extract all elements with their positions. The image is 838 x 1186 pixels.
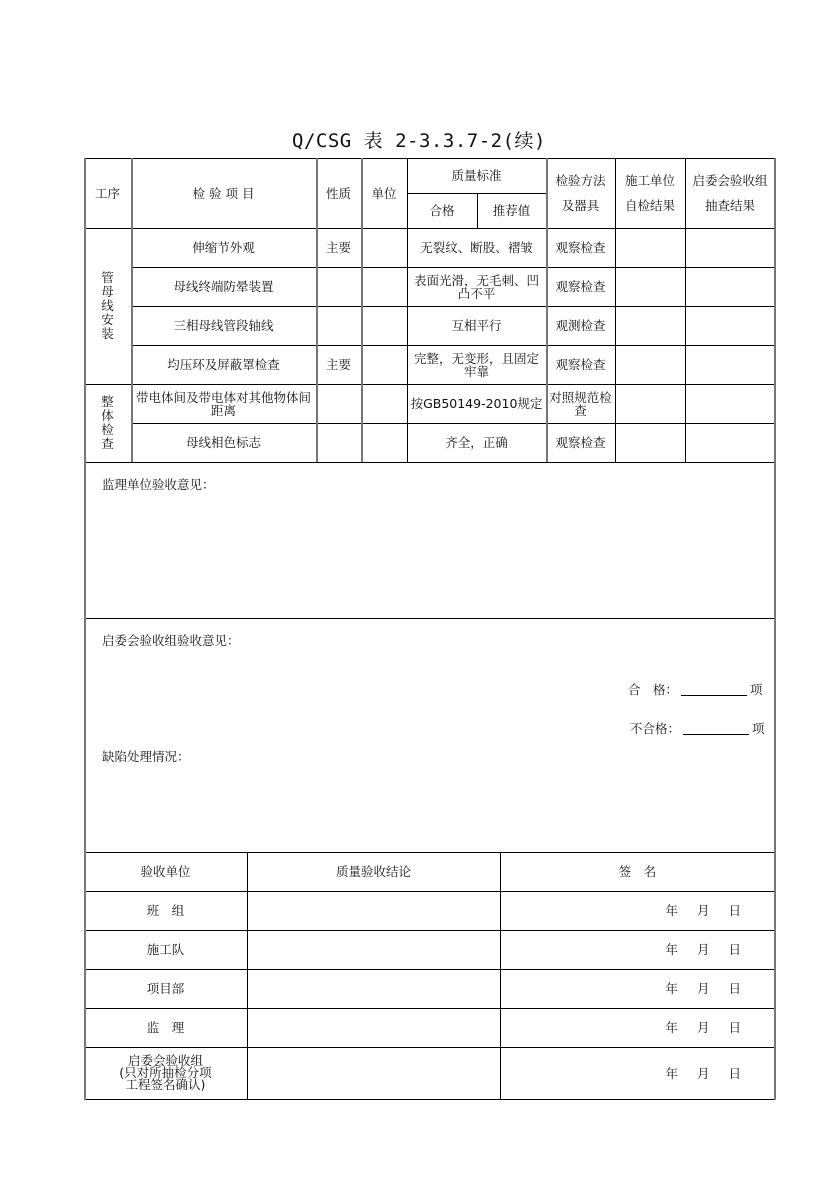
row-self-check-result[interactable] <box>615 423 685 462</box>
sign-row-unit: 监 理 <box>146 1019 185 1035</box>
row-self-check-result[interactable] <box>615 345 685 384</box>
date-part-label: 月 <box>696 942 710 957</box>
row-method: 观察检查 <box>555 240 606 255</box>
row-unit[interactable] <box>361 384 407 423</box>
group-label-busbar-installation <box>84 228 131 384</box>
row-unit[interactable] <box>361 345 407 384</box>
row-committee-check-result[interactable] <box>685 423 775 462</box>
row-nature <box>316 423 361 462</box>
group-label-char: 查 <box>101 436 114 451</box>
group-label-char: 线 <box>101 298 114 313</box>
row-self-check-result[interactable] <box>615 384 685 423</box>
committee-opinion-label: 启委会验收组验收意见： <box>102 633 240 648</box>
group-label-char: 安 <box>101 312 114 327</box>
group-label-overall-inspection <box>84 384 131 462</box>
defect-handling-label: 缺陷处理情况： <box>102 749 190 764</box>
date-part-label: 日 <box>728 981 741 996</box>
sign-row-signature[interactable] <box>500 891 775 930</box>
sign-row-conclusion[interactable] <box>247 930 500 969</box>
group-label-char: 整 <box>101 394 114 409</box>
date-part-label: 月 <box>696 981 710 996</box>
row-standard: 互相平行 <box>451 318 502 333</box>
group-label-char: 管 <box>101 270 114 285</box>
row-item: 带电体间及带电体对其他物体间距离 <box>135 389 311 418</box>
date-part-label: 日 <box>728 942 741 957</box>
unqualified-count-row: 不合格： 项 <box>630 721 765 736</box>
qualified-count-row: 合 格： 项 <box>628 682 763 697</box>
row-unit[interactable] <box>361 423 407 462</box>
sign-row-unit: 施工队 <box>146 941 185 957</box>
header-item: 检 验 项 目 <box>192 185 255 201</box>
row-item: 母线相色标志 <box>185 435 261 450</box>
row-committee-check-result[interactable] <box>685 228 775 267</box>
row-self-check-result[interactable] <box>615 228 685 267</box>
date-part-label: 年 <box>665 903 678 918</box>
date-part-label: 年 <box>665 1020 678 1035</box>
header-method: 检验方法 及器具 <box>555 173 606 213</box>
sign-row-signature[interactable] <box>500 930 775 969</box>
date-part-label: 日 <box>728 903 741 918</box>
row-standard: 无裂纹、断股、褶皱 <box>420 240 533 255</box>
unqualified-count-input[interactable] <box>683 722 749 735</box>
group-label-char: 母 <box>101 284 114 299</box>
header-quality-standard: 质量标准 <box>451 168 502 183</box>
sign-row-conclusion[interactable] <box>247 1008 500 1047</box>
row-nature: 主要 <box>325 357 351 372</box>
group-label-char: 检 <box>101 422 114 437</box>
row-committee-check-result[interactable] <box>685 306 775 345</box>
row-nature <box>316 306 361 345</box>
header-self-check: 施工单位 自检结果 <box>624 173 675 213</box>
header-process: 工序 <box>94 185 120 201</box>
row-nature <box>316 384 361 423</box>
row-nature: 主要 <box>325 240 351 255</box>
row-item: 伸缩节外观 <box>192 240 255 255</box>
sign-row-signature[interactable] <box>500 1047 775 1099</box>
date-part-label: 年 <box>665 1065 678 1081</box>
row-method: 观察检查 <box>555 357 606 372</box>
row-method: 对照规范检查 <box>549 389 612 418</box>
row-standard: 表面光滑，无毛刺、凹凸不平 <box>413 272 539 301</box>
date-part-label: 日 <box>728 1065 741 1081</box>
row-unit[interactable] <box>361 228 407 267</box>
date-part-label: 月 <box>696 903 710 918</box>
sign-row-signature[interactable] <box>500 1008 775 1047</box>
header-recommended: 推荐值 <box>492 203 531 218</box>
header-nature: 性质 <box>325 185 351 201</box>
form-title: Q/CSG 表 2-3.3.7-2(续) <box>292 130 546 152</box>
date-part-label: 年 <box>665 942 678 957</box>
sign-header-unit: 验收单位 <box>140 864 191 879</box>
header-committee-check: 启委会验收组 抽查结果 <box>692 173 768 213</box>
row-item: 均压环及屏蔽罩检查 <box>167 357 280 372</box>
date-part-label: 月 <box>696 1065 710 1081</box>
sign-row-conclusion[interactable] <box>247 891 500 930</box>
row-self-check-result[interactable] <box>615 267 685 306</box>
row-method: 观察检查 <box>555 279 606 294</box>
supervision-opinion-field[interactable] <box>86 492 772 616</box>
supervision-opinion-label: 监理单位验收意见： <box>102 477 215 492</box>
row-item: 三相母线管段轴线 <box>173 318 274 333</box>
sign-header-conclusion: 质量验收结论 <box>335 864 411 879</box>
row-committee-check-result[interactable] <box>685 267 775 306</box>
sign-row-conclusion[interactable] <box>247 969 500 1008</box>
date-part-label: 年 <box>665 981 678 996</box>
row-item: 母线终端防晕装置 <box>173 279 274 294</box>
row-committee-check-result[interactable] <box>685 345 775 384</box>
date-part-label: 日 <box>728 1020 741 1035</box>
group-label-char: 装 <box>101 326 114 341</box>
row-self-check-result[interactable] <box>615 306 685 345</box>
qualified-count-input[interactable] <box>681 683 747 696</box>
row-method: 观测检查 <box>555 318 606 333</box>
sign-row-unit: 项目部 <box>146 980 185 996</box>
header-qualified: 合格 <box>429 203 455 218</box>
row-standard: 按GB50149-2010规定 <box>410 396 543 411</box>
row-nature <box>316 267 361 306</box>
row-committee-check-result[interactable] <box>685 384 775 423</box>
sign-row-unit: 启委会验收组 (只对所抽检分项 工程签名确认) <box>119 1053 212 1092</box>
header-unit: 单位 <box>371 185 397 201</box>
sign-row-signature[interactable] <box>500 969 775 1008</box>
sign-row-unit: 班 组 <box>146 902 185 918</box>
sign-header-signature: 签 名 <box>618 864 657 879</box>
row-unit[interactable] <box>361 306 407 345</box>
row-standard: 齐全，正确 <box>445 435 508 450</box>
date-part-label: 月 <box>696 1020 710 1035</box>
sign-row-conclusion[interactable] <box>247 1047 500 1099</box>
row-standard: 完整，无变形，且固定牢靠 <box>413 350 539 379</box>
row-method: 观察检查 <box>555 435 606 450</box>
group-label-char: 体 <box>101 408 114 423</box>
row-unit[interactable] <box>361 267 407 306</box>
